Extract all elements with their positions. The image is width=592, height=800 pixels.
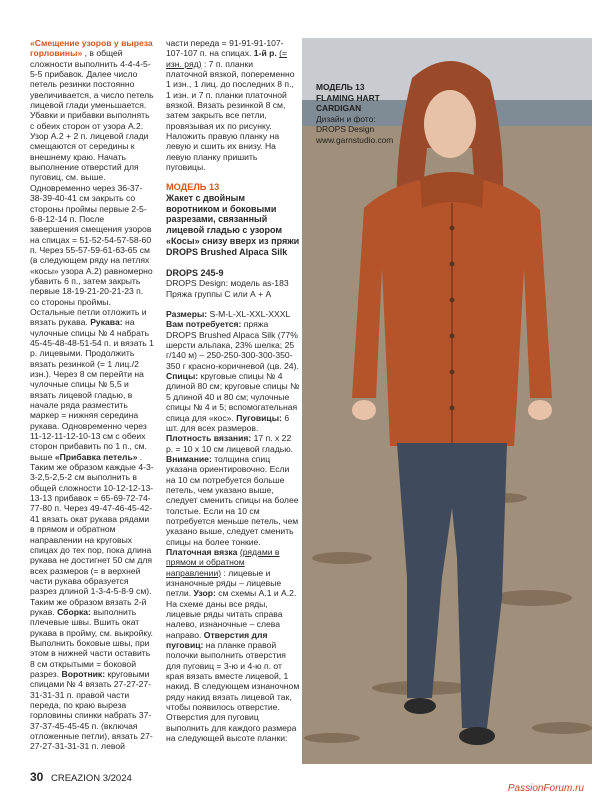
text-run: «Смещение узоров у выреза горловины» — [30, 38, 153, 59]
text-run: Через 8 см перейти на чулочные спицы № 5,5 и вязать лицевой гладью, в начале ряда разместить маркер = нижняя середина рукава. — [30, 369, 144, 431]
text-run: Начать выполнение отверстий для пуговиц, см. выше. Одновременно через 36-37-38-39-40-41 см закрыть со стороны проймы первые 2-5-6-8-12-14 п. — [30, 151, 147, 224]
text-run: круговыми спицами № 4 вязать 27-27-27-31-31-31 п. правой части переда, по краю выреза горловины спинки набрать 37-37-37-45-45-45 п. (включая отложенные петли), вязать 27-27-27-31-31-31 п. левой — [30, 668, 153, 752]
text-run: Через 49-47-46-45-42-41 вязать окат рукава рядами в прямом и обратном направлении на круговых спицах до тех пор, пока длина рукава не достигнет 50 см для всех размеров (= в верхней части рукава образуется разрез длиной 1-3-4-5-8-9 см). Таким же образом вязать 2-й рукав. — [30, 503, 153, 617]
yarn-group: Пряжа группы С или А + А — [166, 288, 272, 299]
text-run: : 7 п. планки платочной вязкой, попеременно 1 изн., 1 лиц. до последних 8 п., 1 изн. и 7 п. планки платочной вязкой. — [166, 58, 295, 111]
text-run: Убавки и прибавки выполнять с обеих сторон от узора А.2. Узор А.2 + 2 п. лицевой глади смещаются от середины к внешнему краю. — [30, 110, 150, 162]
paragraph-group — [166, 38, 296, 172]
paragraph-group — [30, 38, 154, 752]
hand — [352, 400, 376, 420]
text-run: На левую планку пришить пуговицы. — [166, 141, 276, 173]
text-run: В следующем изнаночном ряду накид вязать лицевой так, чтобы появилось отверстие. Отверстия для пуговиц выполнить для каждого размера на следующей высоте планки: — [166, 681, 300, 744]
text-column-2-top — [166, 38, 296, 172]
watermark: PassionForum.ru — [507, 783, 584, 794]
text-run: 6 шт. для всех размеров. — [166, 412, 290, 433]
caption-model: МОДЕЛЬ 13 — [316, 82, 365, 92]
text-run: 1-й р. — [253, 48, 280, 59]
text-run: Рукава: — [90, 317, 123, 328]
magazine-issue: CREAZION 3/2024 — [51, 773, 132, 784]
model-photo — [302, 38, 592, 764]
text-run: толщина спиц указана ориентировочно. Если на 10 см потребуется больше петель, чем указано выше, следует сменить спицы на более толстые. Если на 10 см потребуется меньше петель, чем указано выше, следует сменить спицы на более тонкие. — [166, 453, 299, 547]
text-run: выполнить плечевые швы. Вшить окат рукава в пройму, см. выкройку. Выполнить боковые швы, при этом в нижней части оставить 8 см открытыми = боковой разрез. — [30, 606, 154, 679]
page-footer — [30, 770, 132, 784]
text-run: Узор: — [193, 588, 216, 599]
text-run: на планке правой полочки выполнить отверстия для пуговиц = 3-ю и 4-ю п. от края вязать вместе лицевой, 1 накид. — [166, 640, 289, 692]
text-run: (рядами в прямом и обратном направлении) — [166, 546, 280, 578]
drops-design: DROPS Design: модель as-183 — [166, 278, 289, 289]
text-run: Плотность вязания: — [166, 433, 252, 444]
model-title: Жакет с двойным воротником и боковыми разрезами, связанный лицевой гладью с узором «Косы» снизу вверх из пряжи DROPS Brushed Alpaca Silk — [166, 192, 300, 257]
text-run: Далее число петель резинки постоянно увеличивается, а число петель лицевой глади уменьшается. — [30, 69, 154, 111]
text-run: см схемы А.1 и А.2. На схеме даны все ряды, лицевые ряды читать справа налево, изнаночные – слева направо. — [166, 588, 297, 640]
text-run: Платочная вязка — [166, 546, 238, 557]
text-run: на чулочные спицы № 4 набрать 45-45-48-48-51-54 п. и вязать 1 р. лицевыми. Продолжить вязать резинкой (= 1 лиц./2 изн.). — [30, 317, 154, 379]
drops-code: DROPS 245-9 — [166, 267, 224, 278]
text-run: Пуговицы: — [236, 412, 282, 423]
text-run: части переда = 91-91-91-107-107-107 п. на спицах. — [166, 38, 284, 59]
caption-credit: Дизайн и фото: — [316, 113, 376, 124]
text-run: Сборка: — [57, 606, 91, 617]
caption-url: www.garnstudio.com — [316, 134, 394, 145]
text-run: круговые спицы № 4 длиной 80 см; круговые спицы № 5 длиной 40 и 80 см; чулочные спицы № 4 и 5; вспомогательная спица для «кос». — [166, 371, 300, 423]
caption-name-2: CARDIGAN — [316, 103, 362, 114]
text-run: Наложить правую планку на левую и сшить их внизу. — [166, 131, 280, 152]
text-run: «Прибавка петель» — [54, 451, 138, 462]
text-run: Одновременно через 11-12-11-12-10-13 см с обеих сторон прибавить по 1 п., см. выше — [30, 420, 147, 462]
caption-name: FLAMING HART — [316, 92, 380, 103]
photo-illustration — [302, 38, 592, 764]
text-run: Спицы: — [166, 371, 199, 382]
hand — [528, 400, 552, 420]
page-number: 30 — [30, 770, 44, 784]
text-run: Отверстия для пуговиц: — [166, 629, 268, 651]
text-run: (= изн. ряд) — [166, 48, 288, 69]
text-run: , в общей сложности выполнить 4-4-4-5-5-5 прибавок. — [30, 48, 151, 80]
text-run: Размеры: — [166, 309, 208, 320]
text-run: Внимание: — [166, 453, 212, 464]
text-run: Вам потребуется: — [166, 319, 242, 330]
text-run: : лицевые и изнаночные ряды – лицевые петли. — [166, 567, 282, 599]
paragraph-group — [166, 309, 300, 743]
boot — [459, 727, 495, 745]
boot — [404, 698, 436, 714]
text-column-1 — [30, 38, 154, 752]
text-run: Через 55-57-59-61-63-65 см (в следующем ряду на петлях «косы» узора А.2) равномерно убавить 6 п., затем закрыть первые 18-19-21-20-21-23 п. со стороны проймы. Остальные петли отложить и вязать рукава. — [30, 244, 153, 328]
text-run: После завершения смещения узоров на спицах = 51-52-54-57-58-60 п. — [30, 213, 152, 255]
text-column-2-model — [166, 182, 300, 744]
text-run: Вязать резинкой 8 см, затем закрыть все петли, провязывая их по рисунку. — [166, 100, 286, 131]
text-run: пряжа DROPS Brushed Alpaca Silk (77% шерсти альпака, 23% шелка; 25 г/140 м) – 250-250-300-300-350-350 г красно-коричневой (цв. 24). — [166, 319, 299, 371]
model-heading: МОДЕЛЬ 13 — [166, 182, 220, 192]
text-run: . Таким же образом каждые 4-3-3-2,5-2,5-2 см выполнить в общей сложности 10-12-12-13-13-13 прибавок = 65-69-72-74-77-80 п. — [30, 451, 154, 514]
text-run: Воротник: — [61, 668, 106, 679]
caption-credit-name: DROPS Design — [316, 124, 375, 135]
text-run: S-M-L-XL-XXL-XXXL — [209, 309, 290, 320]
photo-caption — [316, 82, 456, 146]
text-run: 17 п. х 22 р. = 10 х 10 см лицевой гладью. — [166, 433, 294, 454]
